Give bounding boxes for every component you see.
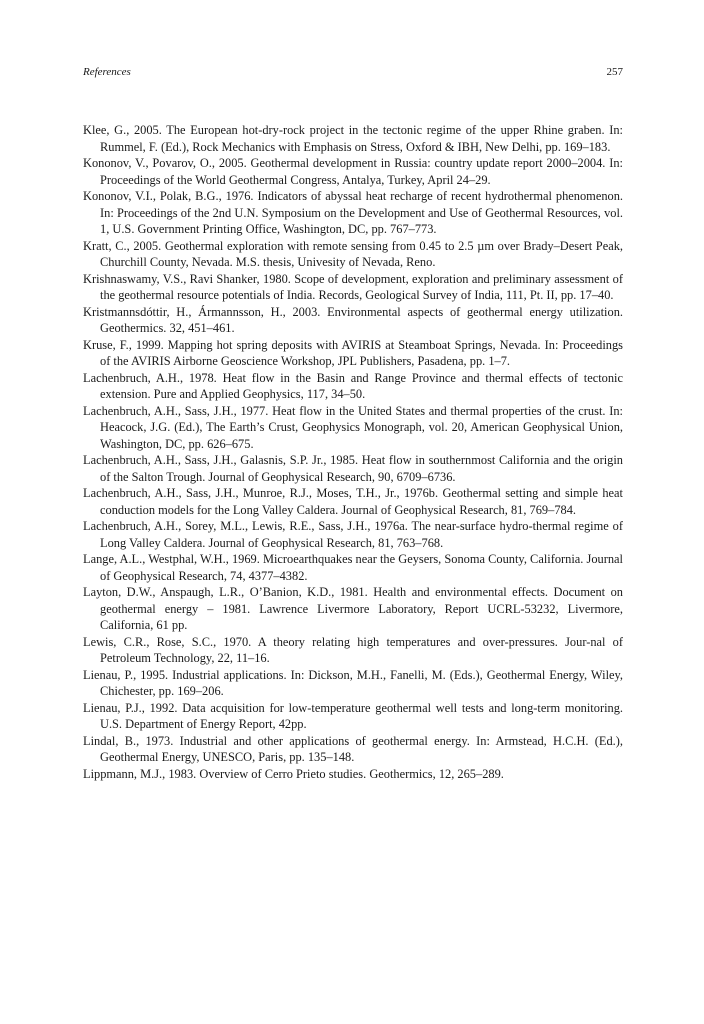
reference-entry: Lindal, B., 1973. Industrial and other applications of geothermal energy. In: Armstead, H.C.H. (Ed.), Geothermal Energy, UNESCO, Paris, pp. 135–148. bbox=[83, 733, 623, 764]
page-number: 257 bbox=[606, 66, 623, 78]
reference-entry: Kononov, V.I., Polak, B.G., 1976. Indicators of abyssal heat recharge of recent hydrothermal phenomenon. In: Proceedings of the 2nd U.N. Symposium on the Development and Use of Geothermal Resources, vol. 1, U.S. Government Printing Office, Washington, DC, pp. 767–773. bbox=[83, 189, 623, 236]
reference-entry: Krishnaswamy, V.S., Ravi Shanker, 1980. Scope of development, exploration and preliminary assessment of the geothermal resource potentials of India. Records, Geological Survey of India, 111, Pt. II, pp. 17–40. bbox=[83, 271, 623, 302]
reference-entry: Lienau, P.J., 1992. Data acquisition for low-temperature geothermal well tests and long-term monitoring. U.S. Department of Energy Report, 42pp. bbox=[83, 700, 623, 731]
reference-entry: Kononov, V., Povarov, O., 2005. Geothermal development in Russia: country update report 2000–2004. In: Proceedings of the World Geothermal Congress, Antalya, Turkey, April 24–29. bbox=[83, 156, 623, 187]
reference-list bbox=[83, 122, 623, 782]
page-header bbox=[83, 66, 623, 84]
reference-entry: Lachenbruch, A.H., Sass, J.H., Munroe, R.J., Moses, T.H., Jr., 1976b. Geothermal setting and simple heat conduction models for the Long Valley Caldera. Journal of Geophysical Research, 81, 769–784. bbox=[83, 486, 623, 517]
reference-entry: Kristmannsdóttir, H., Ármannsson, H., 2003. Environmental aspects of geothermal energy utilization. Geothermics. 32, 451–461. bbox=[83, 304, 623, 335]
reference-entry: Kruse, F., 1999. Mapping hot spring deposits with AVIRIS at Steamboat Springs, Nevada. In: Proceedings of the AVIRIS Airborne Geoscience Workshop, JPL Publishers, Pasadena, pp. 1–7. bbox=[83, 337, 623, 368]
reference-entry: Lewis, C.R., Rose, S.C., 1970. A theory relating high temperatures and over-pressures. Jour-nal of Petroleum Technology, 22, 11–16. bbox=[83, 634, 623, 665]
reference-entry: Lippmann, M.J., 1983. Overview of Cerro Prieto studies. Geothermics, 12, 265–289. bbox=[83, 766, 504, 781]
reference-entry: Lachenbruch, A.H., Sass, J.H., Galasnis, S.P. Jr., 1985. Heat flow in southernmost California and the origin of the Salton Trough. Journal of Geophysical Research, 90, 6709–6736. bbox=[83, 453, 623, 484]
reference-entry: Lachenbruch, A.H., Sass, J.H., 1977. Heat flow in the United States and thermal properties of the crust. In: Heacock, J.G. (Ed.), The Earth’s Crust, Geophysics Monograph, vol. 20, American Geophysical Union, Washington, DC, pp. 626–675. bbox=[83, 403, 623, 451]
reference-entry: Lienau, P., 1995. Industrial applications. In: Dickson, M.H., Fanelli, M. (Eds.), Geothermal Energy, Wiley, Chichester, pp. 169–206. bbox=[83, 667, 623, 698]
running-title: References bbox=[83, 66, 131, 78]
reference-entry: Lange, A.L., Westphal, W.H., 1969. Microearthquakes near the Geysers, Sonoma County, California. Journal of Geophysical Research, 74, 4377–4382. bbox=[83, 552, 623, 583]
reference-entry: Lachenbruch, A.H., Sorey, M.L., Lewis, R.E., Sass, J.H., 1976a. The near-surface hydro-thermal regime of Long Valley Caldera. Journal of Geophysical Research, 81, 763–768. bbox=[83, 519, 623, 550]
reference-entry: Klee, G., 2005. The European hot-dry-rock project in the tectonic regime of the upper Rhine graben. In: Rummel, F. (Ed.), Rock Mechanics with Emphasis on Stress, Oxford & IBH, New Delhi, pp. 169–183. bbox=[83, 123, 623, 154]
reference-entry: Layton, D.W., Anspaugh, L.R., O’Banion, K.D., 1981. Health and environmental effects. Document on geothermal energy – 1981. Lawrence Livermore Laboratory, Report UCRL-53232, Livermore, California, 61 pp. bbox=[83, 585, 623, 632]
reference-entry: Lachenbruch, A.H., 1978. Heat flow in the Basin and Range Province and thermal effects of tectonic extension. Pure and Applied Geophysics, 117, 34–50. bbox=[83, 370, 623, 401]
reference-entry: Kratt, C., 2005. Geothermal exploration with remote sensing from 0.45 to 2.5 µm over Brady–Desert Peak, Churchill County, Nevada. M.S. thesis, Univesity of Nevada, Reno. bbox=[83, 238, 623, 269]
